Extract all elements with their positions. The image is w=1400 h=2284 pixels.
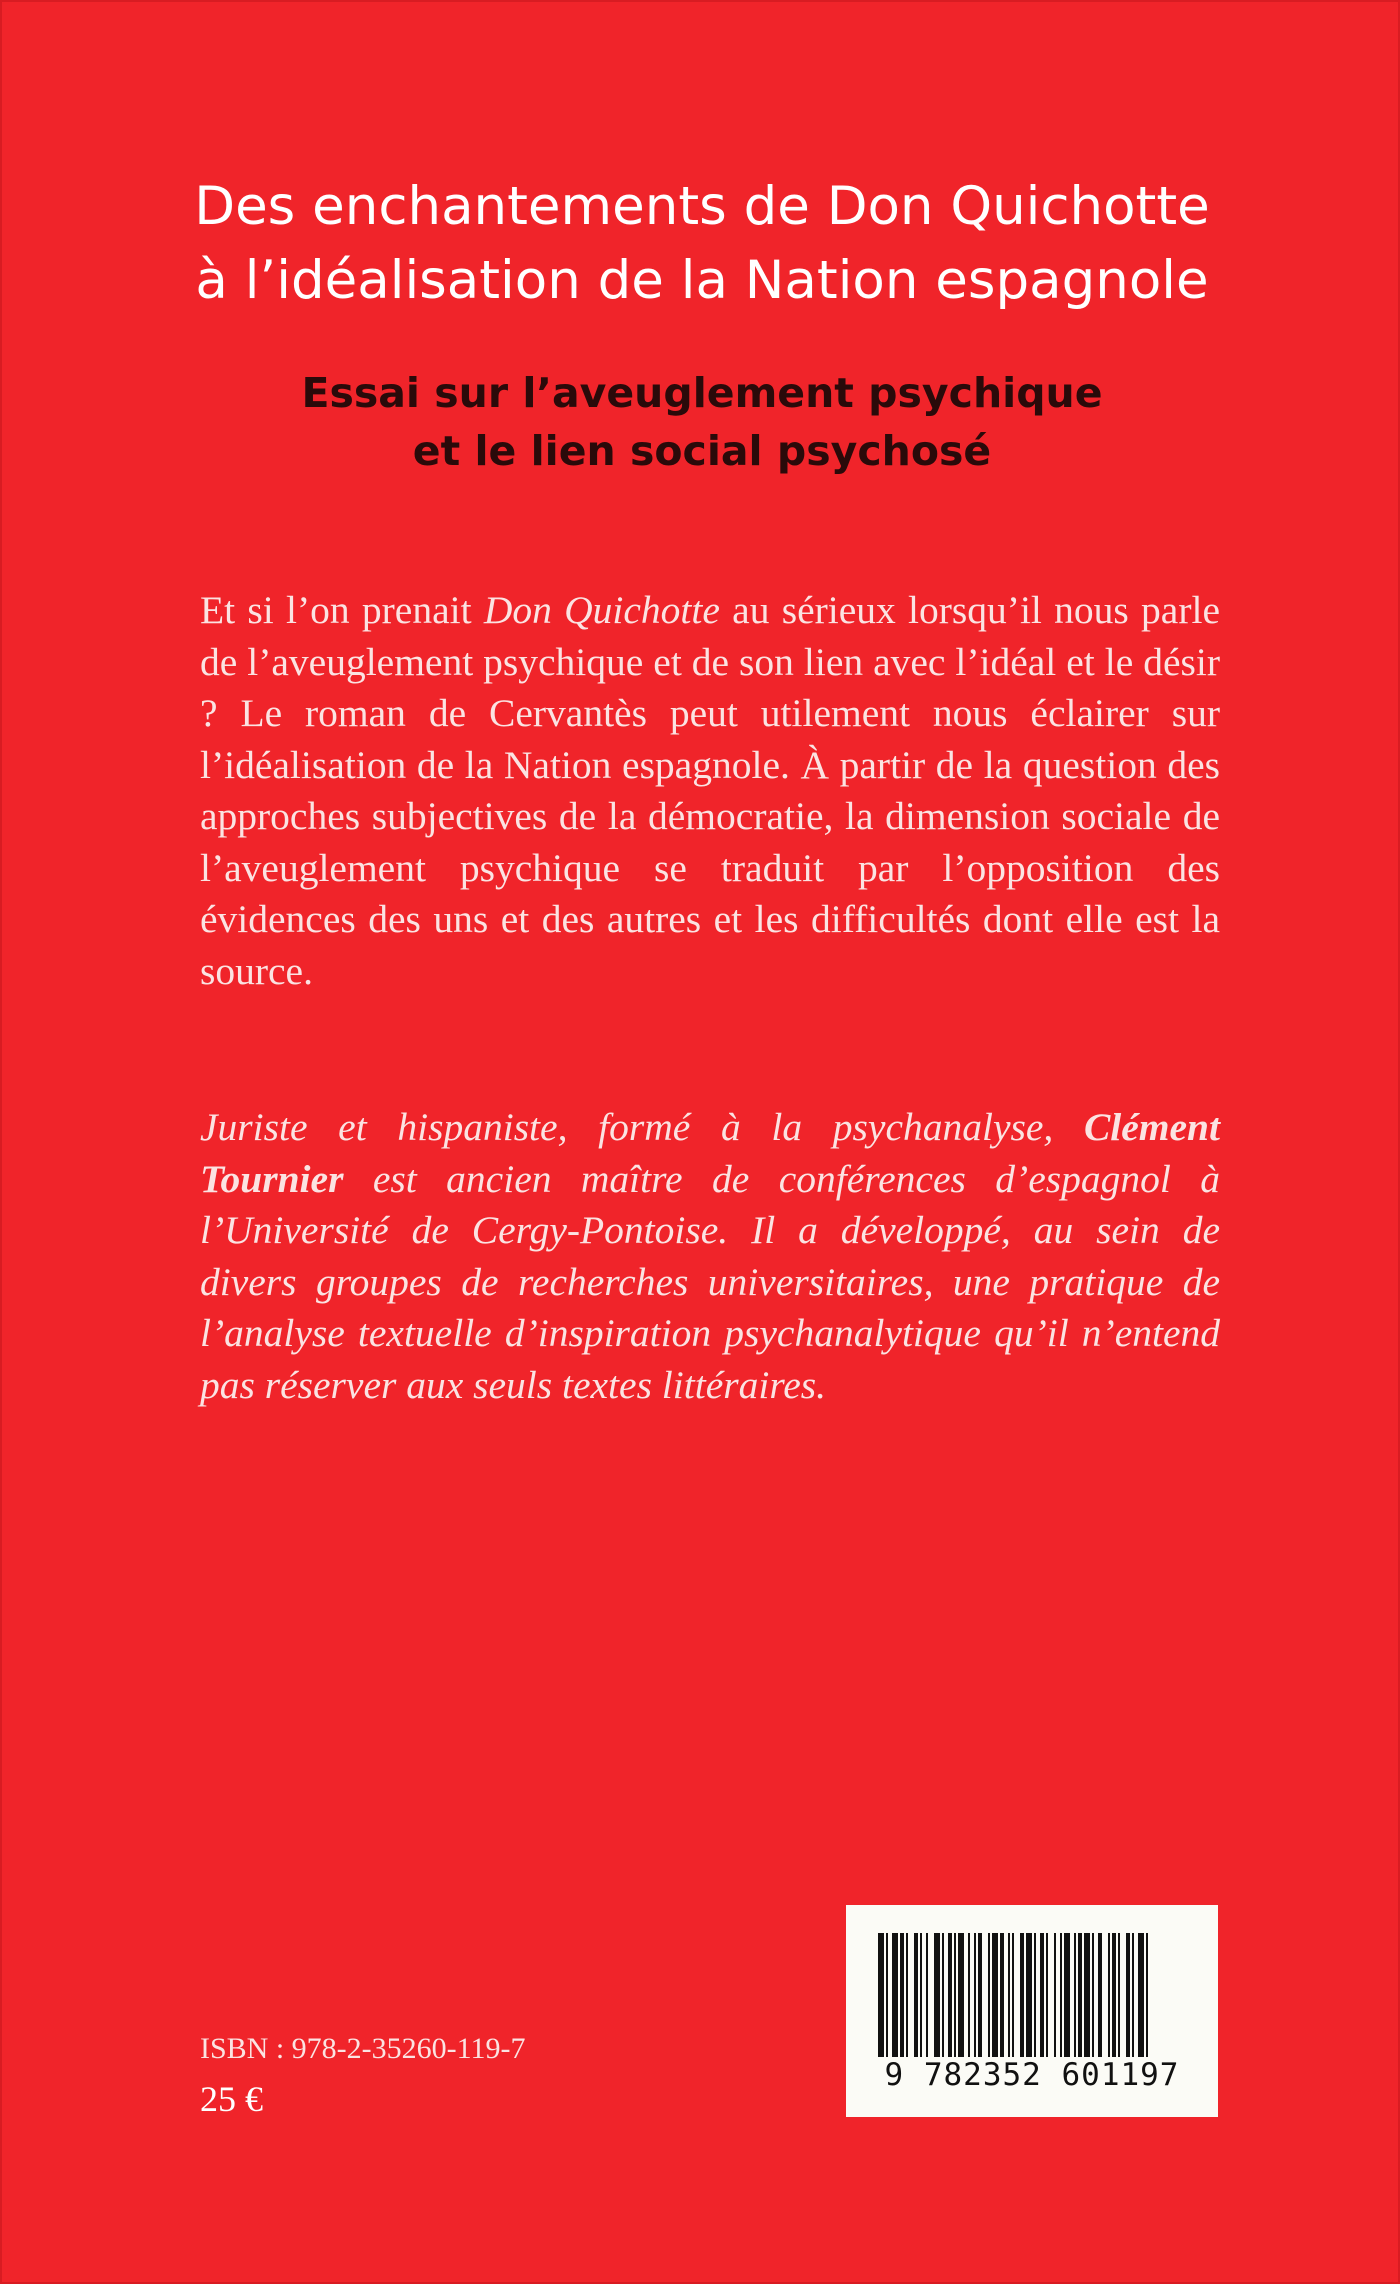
barcode-bar [1118,1933,1120,2057]
title-line-2: à l’idéalisation de la Nation espagnole [195,250,1209,311]
book-title [122,170,1282,318]
barcode-bar [1054,1933,1056,2057]
barcode-bar [1000,1933,1004,2057]
barcode-bar [1138,1933,1144,2057]
barcode-bar [934,1933,940,2057]
barcode-bar [878,1933,884,2057]
barcode-bar [968,1933,970,2057]
blurb-text-start: Et si l’on prenait [200,588,484,632]
barcode-bar [1112,1933,1116,2057]
barcode-bar [1060,1933,1062,2057]
barcode-bar [920,1933,922,2057]
barcode-bar [978,1933,982,2057]
barcode-bar [1074,1933,1076,2057]
bio-text-start: Juriste et hispaniste, formé à la psychanalyse, [200,1105,1084,1149]
subtitle-line-1: Essai sur l’aveuglement psychique [301,369,1103,417]
barcode-bar [948,1933,952,2057]
title-line-1: Des enchantements de Don Quichotte [194,176,1210,237]
barcode-bar [892,1933,898,2057]
author-name: Clément Tournier [200,1105,1220,1201]
barcode-bar [992,1933,998,2057]
book-blurb [200,585,1220,997]
barcode-bar [906,1933,908,2057]
bio-text-rest: est ancien maître de conférences d’espagnol à l’Université de Cergy-Pontoise. Il a développé, au sein de divers groupes de recherches universitaires, une pratique de l’analyse textuelle d’inspiration psychanalytique qu’il n’entend pas réserver aux seuls textes littéraires. [200,1156,1220,1407]
author-biography [200,1102,1220,1411]
subtitle-line-2: et le lien social psychosé [412,427,992,475]
isbn-label: ISBN : 978-2-35260-119-7 [200,2032,526,2065]
book-subtitle [202,364,1202,480]
barcode-bar [1126,1933,1130,2057]
barcode-bar [988,1933,990,2057]
barcode-bar [1012,1933,1014,2057]
barcode-bar [1064,1933,1070,2057]
blurb-text-rest: au sérieux lorsqu’il nous parle de l’aveuglement psychique et de son lien avec l’idéal et le désir ? Le roman de Cervantès peut utilement nous éclairer sur l’idéalisation de la Nation espagnole. À partir de la question des approches subjectives de la démocratie, la dimension sociale de l’aveuglement psychique se traduit par l’opposition des évidences des uns et des autres et les difficultés dont elle est la source. [200,588,1220,993]
barcode-number: 9 782352 601197 [884,2057,1180,2093]
price-label: 25 € [200,2079,263,2119]
barcode-bar [1046,1933,1048,2057]
barcode-bar [1034,1933,1036,2057]
barcode-bar [1098,1933,1102,2057]
barcode-bar [1146,1933,1148,2057]
barcode-bar [1040,1933,1044,2057]
barcode-bar [1078,1933,1082,2057]
barcode-bar [1026,1933,1032,2057]
barcode-image [874,1933,1190,2057]
barcode-bar [914,1933,918,2057]
barcode-bar [974,1933,976,2057]
barcode-bar [886,1933,888,2057]
barcode-bar [954,1933,956,2057]
barcode-bar [1084,1933,1090,2057]
barcode-bar [958,1933,964,2057]
barcode-bar [1108,1933,1110,2057]
barcode-bar [900,1933,904,2057]
blurb-book-reference: Don Quichotte [483,588,720,632]
barcode-bar [1020,1933,1024,2057]
barcode-panel [846,1905,1218,2117]
barcode-bar [926,1933,928,2057]
barcode-bar [942,1933,944,2057]
barcode-bar [1092,1933,1094,2057]
barcode-bar [1008,1933,1010,2057]
barcode-bar [1132,1933,1134,2057]
